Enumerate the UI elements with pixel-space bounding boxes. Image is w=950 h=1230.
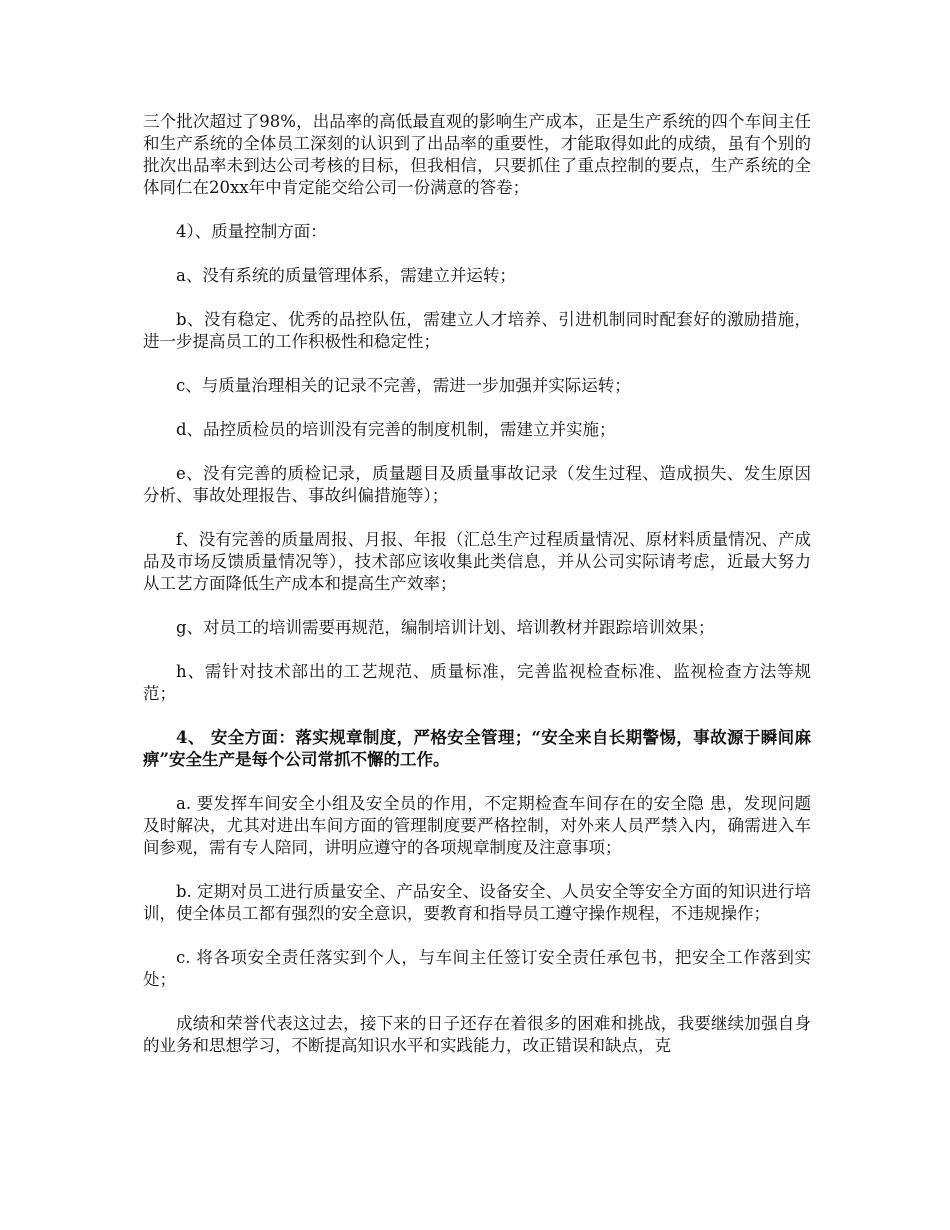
document-body [143,111,811,1079]
safety-item-c: c. 将各项安全责任落实到个人，与车间主任签订安全责任承包书，把安全工作落到实处； [143,948,811,989]
paragraph-closing: 成绩和荣誉代表这过去，接下来的日子还存在着很多的困难和挑战，我要继续加强自身的业务和思想学习，不断提高知识水平和实践能力，改正错误和缺点，克 [143,1014,811,1055]
list-item-h: h、需针对技术部出的工艺规范、质量标准，完善监视检查标准、监视检查方法等规范； [143,662,811,703]
list-item-b: b、没有稳定、优秀的品控队伍，需建立人才培养、引进机制同时配套好的激励措施，进一步提高员工的工作积极性和稳定性； [143,310,811,351]
list-item-e: e、没有完善的质检记录，质量题目及质量事故记录（发生过程、造成损失、发生原因分析、事故处理报告、事故纠偏措施等）； [143,464,811,505]
safety-item-a: a. 要发挥车间安全小组及安全员的作用，不定期检查车间存在的安全隐 患，发现问题及时解决，尤其对进出车间方面的管理制度要严格控制，对外来人员严禁入内，确需进入车间参观，需有专人陪同，讲明应遵守的各项规章制度及注意事项； [143,794,811,857]
list-item-c: c、与质量治理相关的记录不完善，需进一步加强并实际运转； [176,376,631,395]
paragraph-yield-summary: 三个批次超过了98%，出品率的高低最直观的影响生产成本，正是生产系统的四个车间主任和生产系统的全体员工深刻的认识到了出品率的重要性，才能取得如此的成绩，虽有个别的批次出品率未到达公司考核的目标，但我相信，只要抓住了重点控制的要点，生产系统的全体同仁在20xx年中肯定能交给公司一份满意的答卷； [143,112,811,197]
list-item-a: a、没有系统的质量管理体系，需建立并运转； [176,266,516,285]
list-item-d: d、品控质检员的培训没有完善的制度机制，需建立并实施； [176,420,616,439]
heading-quality-control: 4）、质量控制方面： [176,222,327,241]
heading-safety: 4、 安全方面：落实规章制度，严格安全管理；“安全来自长期警惕，事故源于瞬间麻痹”安全生产是每个公司常抓不懈的工作。 [143,728,811,769]
list-item-f: f、没有完善的质量周报、月报、年报（汇总生产过程质量情况、原材料质量情况、产成品及市场反馈质量情况等），技术部应该收集此类信息，并从公司实际请考虑，近最大努力从工艺方面降低生产成本和提高生产效率； [143,530,811,593]
list-item-g: g、对员工的培训需要再规范，编制培训计划、培训教材并跟踪培训效果； [176,618,715,637]
safety-item-b: b. 定期对员工进行质量安全、产品安全、设备安全、人员安全等安全方面的知识进行培训，使全体员工都有强烈的安全意识，要教育和指导员工遵守操作规程，不违规操作； [143,882,811,923]
